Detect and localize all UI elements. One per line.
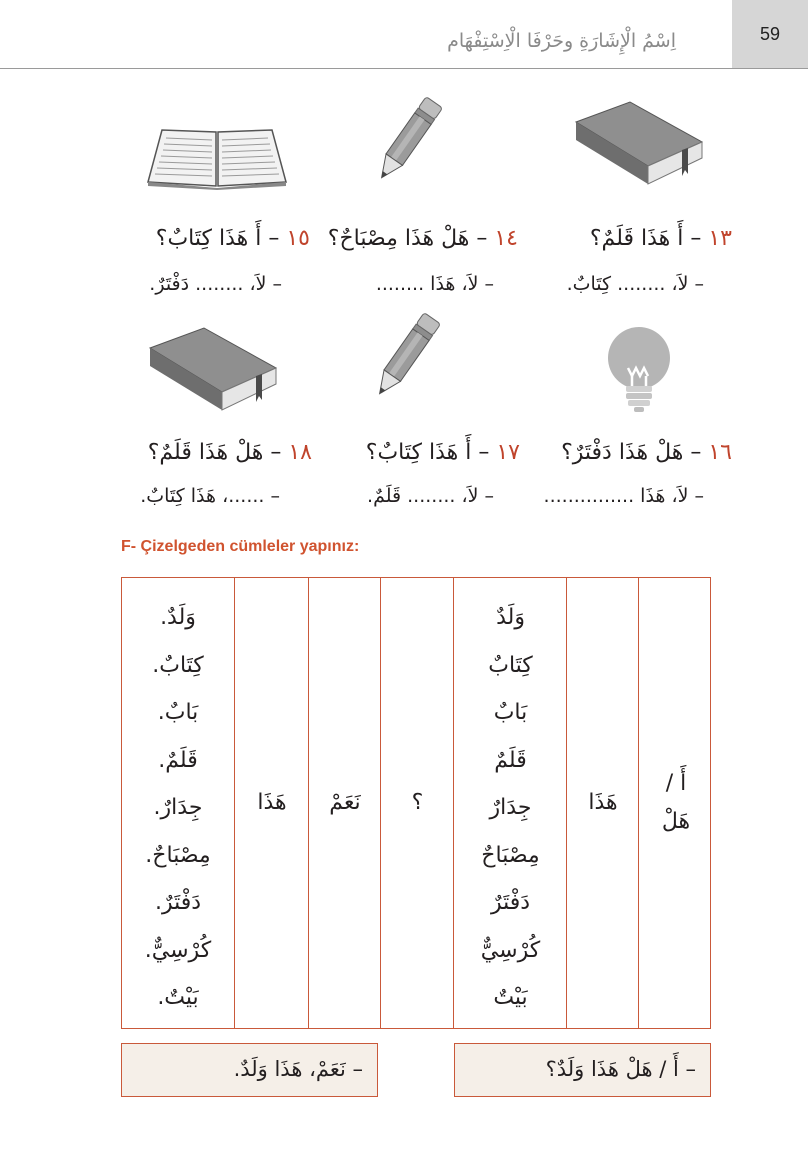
answer-noun: بَيْتٌ. [157,985,199,1010]
exercise-13-question-text: – أَ هَذَا قَلَمٌ؟ [589,226,702,251]
question-particles: أَ / هَلْ [661,771,691,834]
exercise-14-answer: – لاَ، هَذَا ........ [375,273,494,295]
table-col-particles [638,578,713,1028]
book-closed-icon [574,100,704,186]
exercise-16-answer: – لاَ، هَذَا ............... [543,485,704,507]
exercise-18-question [148,438,312,468]
exercise-18-question-text: – هَلْ هَذَا قَلَمٌ؟ [147,440,282,465]
exercise-18-answer: – ......، هَذَا كِتَابٌ. [140,485,280,507]
table-col-answer-nouns [122,578,234,1028]
exercise-15-question [156,224,310,254]
lightbulb-icon [606,326,672,414]
noun-list [454,594,567,1022]
exercise-14-question-text: – هَلْ هَذَا مِصْبَاحٌ؟ [327,226,488,251]
answer-noun: وَلَدٌ. [160,605,196,630]
noun: جِدَارٌ [489,795,532,820]
page-header [0,0,808,69]
book-open-icon [142,122,292,190]
noun: دَفْتَرٌ [490,890,531,915]
exercise-15-answer: – لاَ، ........ دَفْتَرٌ. [149,273,282,295]
table-col-demonstrative [566,578,639,1028]
yes-word: نَعَمْ [329,790,361,815]
noun: مِصْبَاحٌ [481,842,540,868]
substitution-table [121,577,711,1029]
example-answer-box [121,1043,378,1097]
answer-noun: مِصْبَاحٌ. [145,842,211,868]
example-answer: – نَعَمْ، هَذَا وَلَدٌ. [233,1057,363,1081]
answer-noun: كُرْسِيٌّ. [144,937,212,963]
exercise-16-question [561,438,732,468]
exercise-16-number: ١٦ [708,440,732,465]
exercise-18-number: ١٨ [288,440,312,465]
exercise-15-number: ١٥ [286,226,310,251]
noun: كِتَابٌ [488,652,533,678]
exercise-17-question [366,438,520,468]
section-f-title: F- Çizelgeden cümleler yapınız: [121,538,360,555]
demonstrative-word: هَذَا [588,790,618,815]
exercise-16-question-text: – هَلْ هَذَا دَفْتَرٌ؟ [561,440,702,465]
example-question: – أَ / هَلْ هَذَا وَلَدٌ؟ [545,1057,696,1081]
exercise-17-number: ١٧ [496,440,520,465]
answer-noun: كِتَابٌ. [152,652,204,678]
book-closed-icon [148,326,278,412]
exercise-13-question [590,224,732,254]
exercise-13-answer: – لاَ، ........ كِتَابٌ. [566,273,704,295]
exercise-14-question [328,224,518,254]
question-mark: ؟ [411,790,424,815]
demonstrative-word: هَذَا [257,790,287,815]
answer-noun: بَابٌ. [157,700,199,725]
answer-noun-list [122,594,234,1022]
answer-noun: قَلَمٌ. [158,747,198,773]
chapter-title: اِسْمُ الْإِشَارَةِ وحَرْفَا الْاِسْتِفْهَام [447,30,676,52]
exercise-14-number: ١٤ [494,226,518,251]
noun: بَابٌ [493,700,528,725]
table-col-nouns [453,578,567,1028]
pencil-icon [366,308,446,404]
page-number-box [732,0,808,68]
exercise-17-question-text: – أَ هَذَا كِتَابٌ؟ [365,440,490,465]
table-col-yes [308,578,381,1028]
table-col-demonstrative-2 [234,578,309,1028]
answer-noun: جِدَارٌ. [153,795,203,820]
answer-noun: دَفْتَرٌ. [154,890,202,915]
example-question-box [454,1043,711,1097]
pencil-icon [368,92,448,188]
exercise-17-answer: – لاَ، ........ قَلَمٌ. [367,485,494,507]
exercise-13-number: ١٣ [708,226,732,251]
noun: وَلَدٌ [496,605,525,630]
page-number: 59 [759,24,781,44]
table-col-question-mark [380,578,454,1028]
noun: بَيْتٌ [493,985,528,1010]
noun: كُرْسِيٌّ [480,937,541,963]
noun: قَلَمٌ [494,747,527,773]
exercise-15-question-text: – أَ هَذَا كِتَابٌ؟ [155,226,280,251]
